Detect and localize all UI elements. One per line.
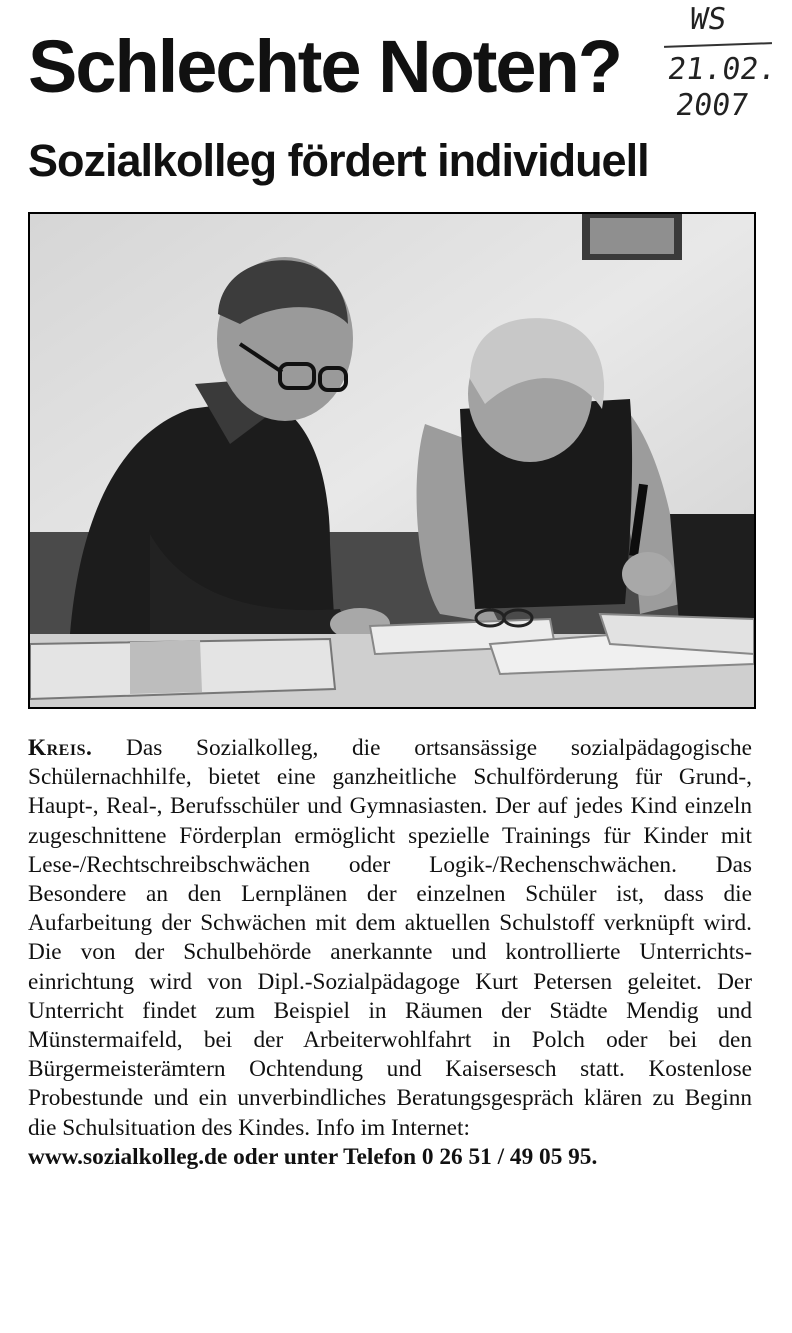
article-contact: www.sozialkolleg.de oder unter Telefon 0 26 51 / 49 05 95. — [28, 1143, 598, 1170]
article-photo — [28, 212, 756, 709]
handwritten-underline — [664, 42, 772, 48]
handwritten-note — [660, 0, 780, 130]
subheadline: Sozialkolleg fördert individuell — [28, 135, 649, 186]
headline: Schlechte Noten? — [28, 25, 621, 108]
article-dateline: Kreis. — [28, 735, 93, 761]
article-text: Das Sozialkolleg, die ortsansässige sozialpädagogische Schülernachhilfe, bietet eine ganzheitliche Schulförderung für Grund-, Haupt-, Real-, Berufsschüler und Gymnasiasten. Der auf jedes Kind einzeln zugeschnittene Förderplan ermöglicht spezielle Trainings für Kinder mit Lese-/Rechtschreibschwächen oder Logik-/Rechenschwächen. Das Besondere an den Lernplänen der einzelnen Schüler ist, dass die Aufarbeitung der Schwächen mit dem aktuellen Schulstoff verknüpft wird. Die von der Schulbehörde anerkannte und kontrollierte Unterrichts-einrichtung wird von Dipl.-Sozialpädagoge Kurt Petersen geleitet. Der Unterricht findet zum Beispiel in Räumen der Städte Mendig und Münstermaifeld, bei der Arbeiterwohlfahrt in Polch oder bei den Bürgermeisterämtern Ochtendung und Kaisersesch statt. Kostenlose Probestunde und ein unverbindliches Beratungsgespräch klären zu Beginn die Schulsituation des Kindes. Info im Internet: — [28, 735, 752, 1141]
handwritten-year: 2007 — [673, 88, 751, 123]
article-body — [28, 734, 752, 1172]
handwritten-initials: WS — [687, 2, 729, 37]
handwritten-date: 21.02. — [665, 52, 779, 87]
